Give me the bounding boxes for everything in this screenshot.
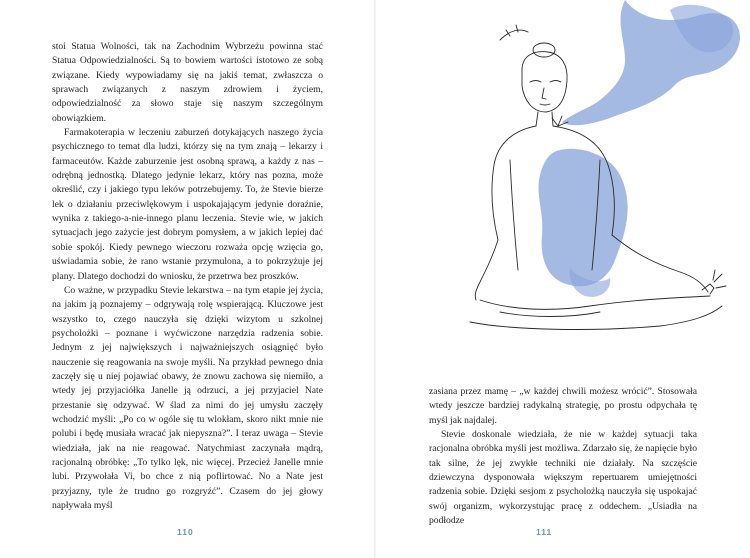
meditation-illustration <box>440 0 750 340</box>
paragraph: Farmakoterapia w leczeniu zaburzeń dotykających naszego życia psychicznego to temat dla ludzi, którzy się na tym znają – lekarzy i farmaceutów. Każde zaburzenie jest osobną sprawą, a każdy z nas – odrębną jednostką. Dlatego jedynie lekarz, który nas pozna, może określić, czy i jakiego typu leków potrzebujemy. To, że Stevie bierze lek o działaniu przeciwlękowym i uspokajającym jedynie doraźnie, wynika z takiego-a-nie-innego planu leczenia. Stevie wie, w jakich sytuacjach jego zażycie jest dobrym pomysłem, a w jakich lepiej dać sobie spokój. Kiedy pewnego wieczoru rozważa opcję wzięcia go, uświadamia sobie, że rano wstanie przymulona, a to pokrzyżuje jej plany. Dlatego dochodzi do wniosku, że przetrwa bez proszków. <box>52 127 323 282</box>
right-page-body <box>429 385 697 528</box>
page-number: 110 <box>177 527 194 537</box>
paragraph: zasiana przez mamę – „w każdej chwili możesz wrócić”. Stosowała wtedy jeszcze bardziej radykalną strategię, po prostu odpychała tę myśl jak najdalej. <box>429 386 697 426</box>
paragraph: Stevie doskonale wiedziała, że nie w każdej sytuacji taka racjonalna obróbka myśli jest możliwa. Zdarzało się, że napięcie było tak silne, że jej zwykłe techniki nie działały. Na szczęście dziewczyna dysponowała większym repertuarem umiejętności radzenia sobie. Dzięki sesjom z psycholożką nauczyła się uspokajać swój organizm, wykorzystując pracę z oddechem. „Usiadła na podłodze <box>429 429 697 527</box>
paragraph: stoi Statua Wolności, tak na Zachodnim Wybrzeżu powinna stać Statua Odpowiedzialności. Są to bowiem wartości istotowo ze sobą związane. Kiedy wypowiadamy się na jakiś temat, zwłaszcza o sprawach związanych z naszym zdrowiem i życiem, odpowiedzialność za słowo staje się naszym szczególnym obowiązkiem. <box>52 41 323 124</box>
paragraph: Co ważne, w przypadku Stevie lekarstwa – na tym etapie jej życia, na jakim ją poznajemy – odgrywają rolę wspierającą. Kluczowe jest wszystko to, czego nauczyła się dzięki wizytom u szkolnej psycholożki – poznane i wyćwiczone narzędzia radzenia sobie. Jednym z jej największych i najważniejszych osiągnięć było nauczenie się reagowania na swoje myśli. Na przykład pewnego dnia zaczęły się u niej pojawiać obawy, że znowu zachowa się niemiło, a wtedy jej przyjaciółka Janelle ją odrzuci, a jej przyjaciel Nate przestanie się odzywać. W ślad za nimi do jej umysłu zaczęły wchodzić myśli: „Po co w ogóle się tu wlokłam, skoro nikt mnie nie polubi i będę musiała wracać jak niepyszna?”. I teraz uwaga – Stevie wiedziała, jak na nie reagować. Natychmiast zaczynała mądrą, racjonalną obróbkę: „To tylko lęk, nic więcej. Przecież Janelle mnie lubi. Przywołała Vi, bo chce z nią poflirtować. No a Nate jest przyjazny, tyle że trudno go rozgryźć”. Czasem do jej głowy napływała myśl <box>52 284 323 511</box>
right-page <box>375 0 750 558</box>
left-page-body <box>52 40 323 513</box>
page-number: 111 <box>536 527 553 537</box>
